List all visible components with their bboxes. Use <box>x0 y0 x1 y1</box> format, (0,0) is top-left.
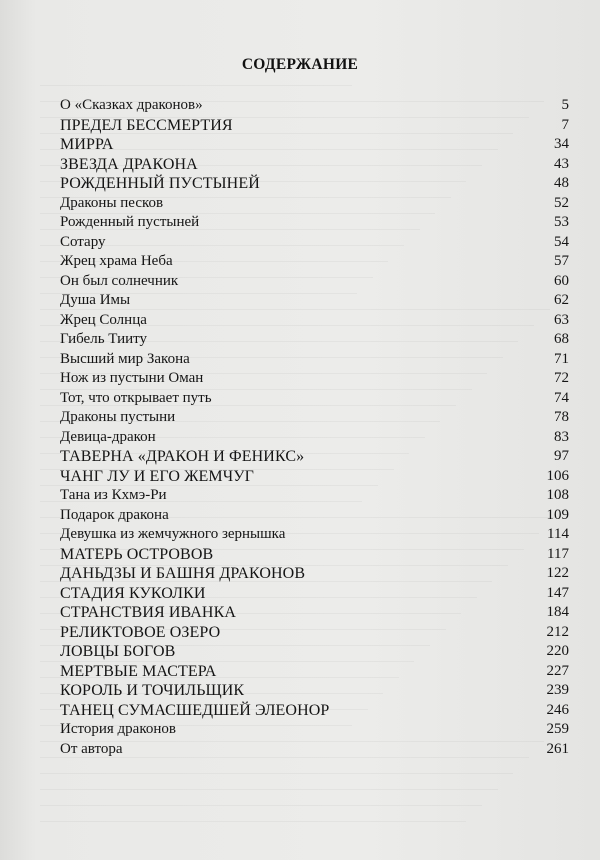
toc-entry <box>60 545 569 565</box>
toc-entry-title: СТРАНСТВИЯ ИВАНКА <box>60 604 237 621</box>
toc-entry-title: ТАВЕРНА «ДРАКОН И ФЕНИКС» <box>60 448 305 465</box>
toc-entry-title: От автора <box>60 740 123 757</box>
toc-entry-title: История драконов <box>60 721 176 737</box>
toc-entry-page: 227 <box>546 662 569 679</box>
toc-entry-page: 5 <box>561 97 569 113</box>
toc-entry <box>60 291 569 311</box>
toc-entry <box>60 662 569 682</box>
toc-entry-page: 220 <box>546 643 569 659</box>
toc-entry <box>60 213 569 233</box>
toc-entry-page: 57 <box>554 253 569 269</box>
toc-entry-page: 68 <box>554 331 569 347</box>
toc-entry-title: Драконы песков <box>60 194 164 211</box>
toc-entry-page: 184 <box>546 604 569 620</box>
toc-entry <box>60 155 569 175</box>
toc-entry-page: 109 <box>546 506 569 523</box>
toc-entry-title: РОЖДЕННЫЙ ПУСТЫНЕЙ <box>60 175 260 192</box>
toc-entry-page: 60 <box>554 272 569 289</box>
toc-entry-page: 117 <box>547 545 569 562</box>
toc-entry-title: ДАНЬДЗЫ И БАШНЯ ДРАКОНОВ <box>60 565 306 582</box>
toc-entry-page: 72 <box>554 370 569 386</box>
toc-entry <box>60 506 569 526</box>
toc-entry-page: 259 <box>546 721 569 737</box>
toc-entry <box>60 174 569 194</box>
toc-entry <box>60 428 569 448</box>
toc-entry-title: Он был солнечник <box>60 272 179 289</box>
toc-entry-title: Нож из пустыни Оман <box>60 370 204 386</box>
toc-entry <box>60 389 569 409</box>
toc-entry-title: РЕЛИКТОВОЕ ОЗЕРО <box>60 623 221 641</box>
toc-entry-page: 83 <box>554 428 569 445</box>
toc-entry <box>60 486 569 506</box>
toc-entry <box>60 642 569 662</box>
toc-entry-page: 239 <box>546 682 569 698</box>
toc-entry <box>60 603 569 623</box>
toc-entry <box>60 740 569 760</box>
toc-entry-title: МЕРТВЫЕ МАСТЕРА <box>60 662 217 680</box>
toc-entry <box>60 233 569 253</box>
toc-entry-page: 52 <box>554 194 569 211</box>
toc-entry-title: СТАДИЯ КУКОЛКИ <box>60 584 206 602</box>
toc-entry <box>60 350 569 370</box>
toc-entry <box>60 330 569 350</box>
toc-entry-title: Жрец храма Неба <box>60 253 173 269</box>
toc-entry <box>60 194 569 214</box>
toc-entry <box>60 116 569 136</box>
toc-entry-title: Сотару <box>60 233 106 250</box>
toc-entry <box>60 467 569 487</box>
page-title: СОДЕРЖАНИЕ <box>241 56 359 73</box>
toc-entry-page: 7 <box>561 116 569 133</box>
toc-entry-page: 48 <box>554 175 569 191</box>
toc-entry-title: Подарок дракона <box>60 506 169 523</box>
toc-entry <box>60 584 569 604</box>
toc-entry <box>60 272 569 292</box>
toc-entry-title: ЧАНГ ЛУ И ЕГО ЖЕМЧУГ <box>60 467 254 485</box>
toc-entry <box>60 623 569 643</box>
toc-entry <box>60 96 569 116</box>
toc-entry <box>60 681 569 701</box>
toc-entry-page: 63 <box>554 311 569 328</box>
toc-entry-title: ЗВЕЗДА ДРАКОНА <box>60 155 198 173</box>
toc-entry-title: ТАНЕЦ СУМАСШЕДШЕЙ ЭЛЕОНОР <box>60 701 330 719</box>
toc-entry-page: 114 <box>547 526 569 542</box>
toc-entry-page: 122 <box>546 565 569 581</box>
toc-entry-page: 108 <box>546 487 569 503</box>
toc-entry-title: Жрец Солнца <box>60 311 147 328</box>
toc-entry <box>60 369 569 389</box>
toc-entry <box>60 408 569 428</box>
toc-entry-page: 62 <box>554 292 569 308</box>
toc-entry <box>60 564 569 584</box>
toc-entry-title: Тана из Кхмэ-Ри <box>60 487 167 503</box>
toc-entry-page: 97 <box>554 448 569 464</box>
toc-entry-page: 43 <box>554 155 569 172</box>
toc-entry <box>60 135 569 155</box>
toc-entry <box>60 311 569 331</box>
toc-entry-title: Драконы пустыни <box>60 409 176 425</box>
toc-entry <box>60 720 569 740</box>
toc-entry-page: 212 <box>546 623 569 640</box>
table-of-contents <box>60 96 569 759</box>
toc-entry-title: Девушка из жемчужного зернышка <box>60 526 286 542</box>
toc-entry-page: 147 <box>546 584 569 601</box>
toc-entry-page: 78 <box>554 409 569 425</box>
toc-entry-title: Рожденный пустыней <box>60 214 200 230</box>
toc-entry-page: 261 <box>546 740 569 757</box>
toc-entry-page: 106 <box>546 467 569 484</box>
toc-entry-title: ЛОВЦЫ БОГОВ <box>60 643 176 660</box>
toc-entry-title: Тот, что открывает путь <box>60 389 212 406</box>
toc-entry-title: ПРЕДЕЛ БЕССМЕРТИЯ <box>60 116 233 134</box>
toc-entry-page: 54 <box>554 233 569 250</box>
toc-entry-title: Девица-дракон <box>60 428 156 445</box>
toc-entry-page: 71 <box>554 350 569 367</box>
toc-entry-page: 74 <box>554 389 569 406</box>
toc-entry <box>60 701 569 721</box>
toc-entry-page: 246 <box>546 701 569 718</box>
toc-entry <box>60 525 569 545</box>
toc-entry-title: Душа Имы <box>60 292 131 308</box>
toc-entry-page: 34 <box>554 136 569 152</box>
toc-entry-title: МАТЕРЬ ОСТРОВОВ <box>60 545 214 563</box>
toc-entry-page: 53 <box>554 214 569 230</box>
toc-entry-title: О «Сказках драконов» <box>60 97 203 113</box>
toc-entry-title: МИРРА <box>60 136 114 153</box>
toc-entry <box>60 447 569 467</box>
toc-entry-title: Высший мир Закона <box>60 350 190 367</box>
toc-entry <box>60 252 569 272</box>
toc-entry-title: КОРОЛЬ И ТОЧИЛЬЩИК <box>60 682 245 699</box>
toc-entry-title: Гибель Тииту <box>60 331 147 347</box>
